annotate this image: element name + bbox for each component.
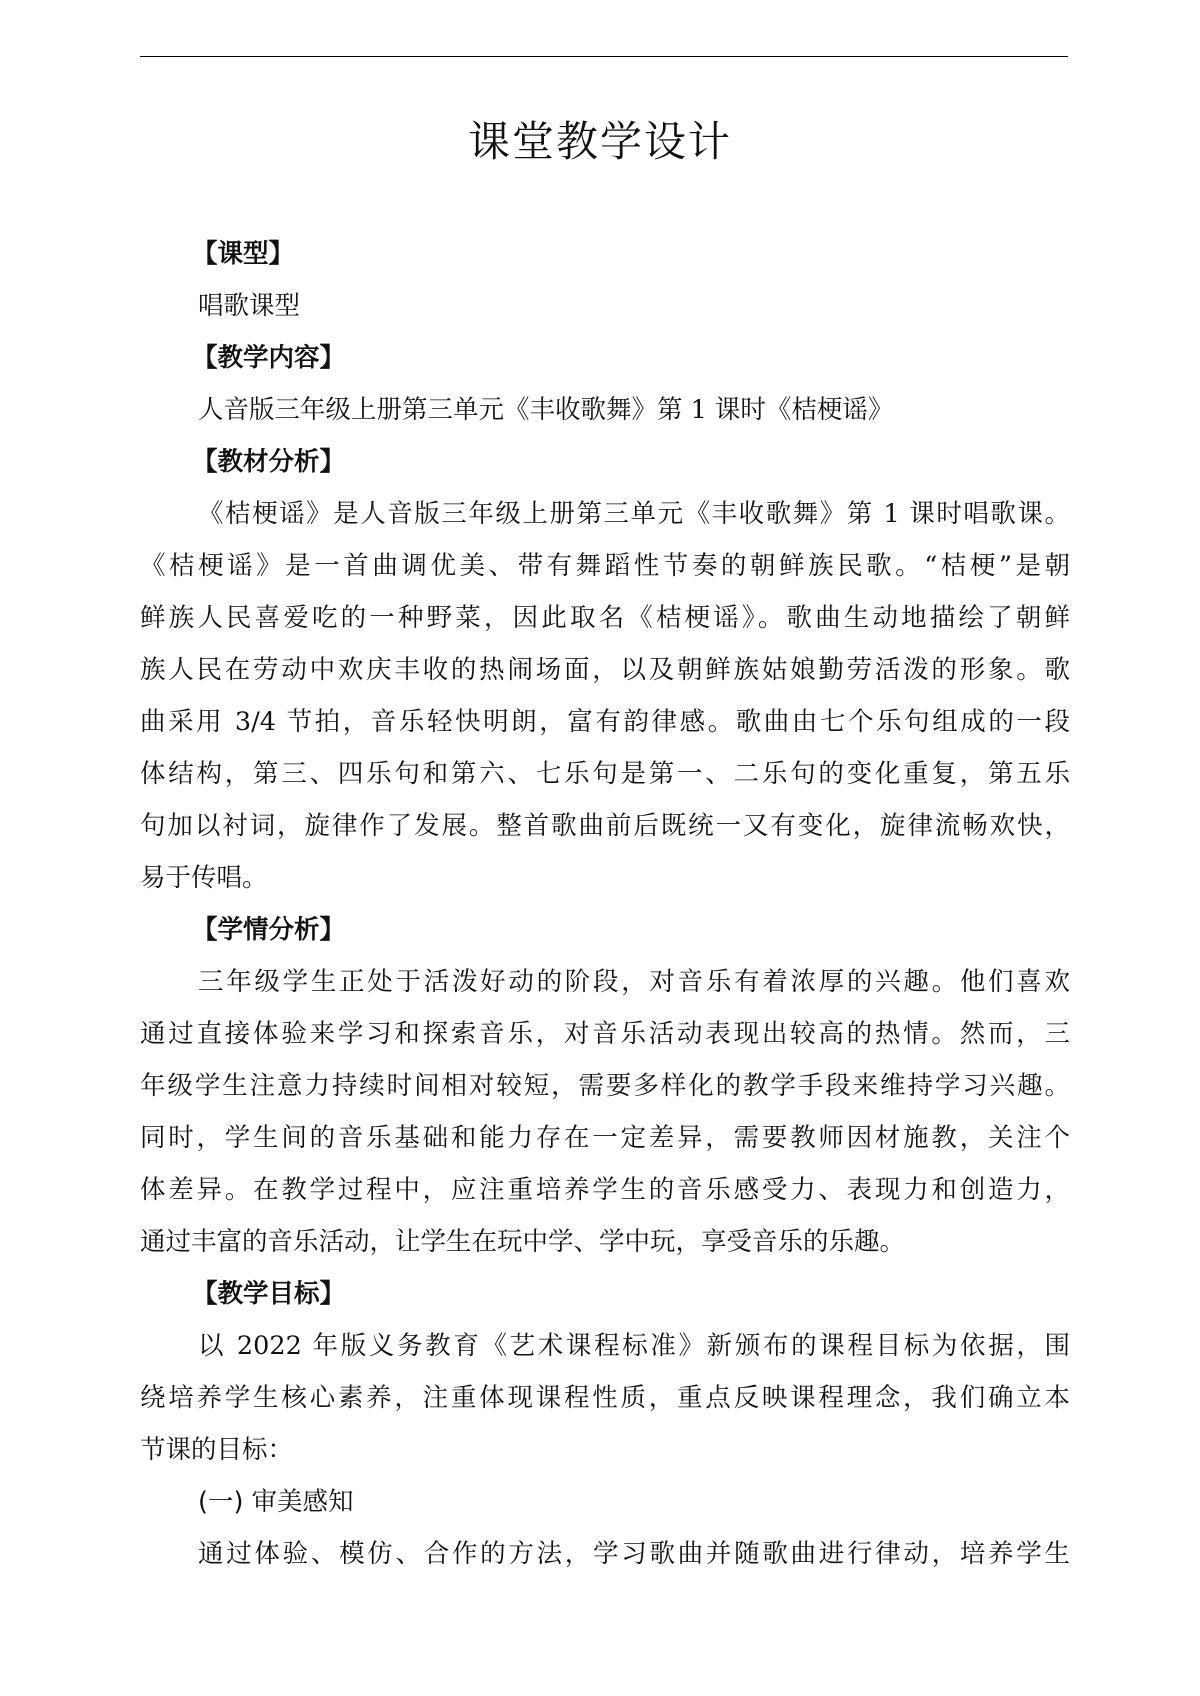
paragraph-line: 体结构，第三、四乐句和第六、七乐句是第一、二乐句的变化重复，第五乐 [140, 759, 1070, 789]
paragraph-line: 通过直接体验来学习和探索音乐，对音乐活动表现出较高的热情。然而，三 [140, 1019, 1070, 1049]
header-rule [140, 56, 1068, 57]
paragraph-line: 易于传唱。 [140, 863, 268, 893]
paragraph-line: 《桔梗谣》是一首曲调优美、带有舞蹈性节奏的朝鲜族民歌。“桔梗”是朝 [140, 551, 1070, 581]
paragraph-line: 鲜族人民喜爱吃的一种野菜，因此取名《桔梗谣》。歌曲生动地描绘了朝鲜 [140, 603, 1070, 633]
section-heading-teaching-content: 【教学内容】 [192, 343, 346, 373]
section-heading-teaching-goals: 【教学目标】 [192, 1279, 346, 1309]
paragraph-line: 体差异。在教学过程中，应注重培养学生的音乐感受力、表现力和创造力， [140, 1175, 1070, 1205]
subsection-heading-aesthetic-perception: (一) 审美感知 [198, 1487, 354, 1517]
paragraph-line: 句加以衬词，旋律作了发展。整首歌曲前后既统一又有变化，旋律流畅欢快， [140, 811, 1070, 841]
section-heading-material-analysis: 【教材分析】 [192, 447, 346, 477]
paragraph-line: 唱歌课型 [198, 291, 301, 321]
paragraph-line: 人音版三年级上册第三单元《丰收歌舞》第 1 课时《桔梗谣》 [198, 395, 894, 425]
document-body [140, 228, 1070, 1580]
paragraph-line: 同时，学生间的音乐基础和能力存在一定差异，需要教师因材施教，关注个 [140, 1123, 1070, 1153]
paragraph-line: 通过丰富的音乐活动，让学生在玩中学、学中玩，享受音乐的乐趣。 [140, 1227, 906, 1257]
section-heading-lesson-type: 【课型】 [192, 239, 295, 269]
paragraph-line: 以 2022 年版义务教育《艺术课程标准》新颁布的课程目标为依据，围 [198, 1331, 1070, 1361]
paragraph-line: 曲采用 3/4 节拍，音乐轻快明朗，富有韵律感。歌曲由七个乐句组成的一段 [140, 707, 1070, 737]
paragraph-line: 族人民在劳动中欢庆丰收的热闹场面，以及朝鲜族姑娘勤劳活泼的形象。歌 [140, 655, 1070, 685]
paragraph-line: 绕培养学生核心素养，注重体现课程性质，重点反映课程理念，我们确立本 [140, 1383, 1070, 1413]
paragraph-line: 节课的目标： [140, 1435, 294, 1465]
paragraph-line: 三年级学生正处于活泼好动的阶段，对音乐有着浓厚的兴趣。他们喜欢 [198, 967, 1070, 997]
section-heading-student-analysis: 【学情分析】 [192, 915, 346, 945]
page-title: 课堂教学设计 [467, 117, 732, 166]
paragraph-line: 《桔梗谣》是人音版三年级上册第三单元《丰收歌舞》第 1 课时唱歌课。 [198, 499, 1070, 529]
paragraph-line: 年级学生注意力持续时间相对较短，需要多样化的教学手段来维持学习兴趣。 [140, 1071, 1070, 1101]
paragraph-line: 通过体验、模仿、合作的方法，学习歌曲并随歌曲进行律动，培养学生 [198, 1539, 1070, 1569]
